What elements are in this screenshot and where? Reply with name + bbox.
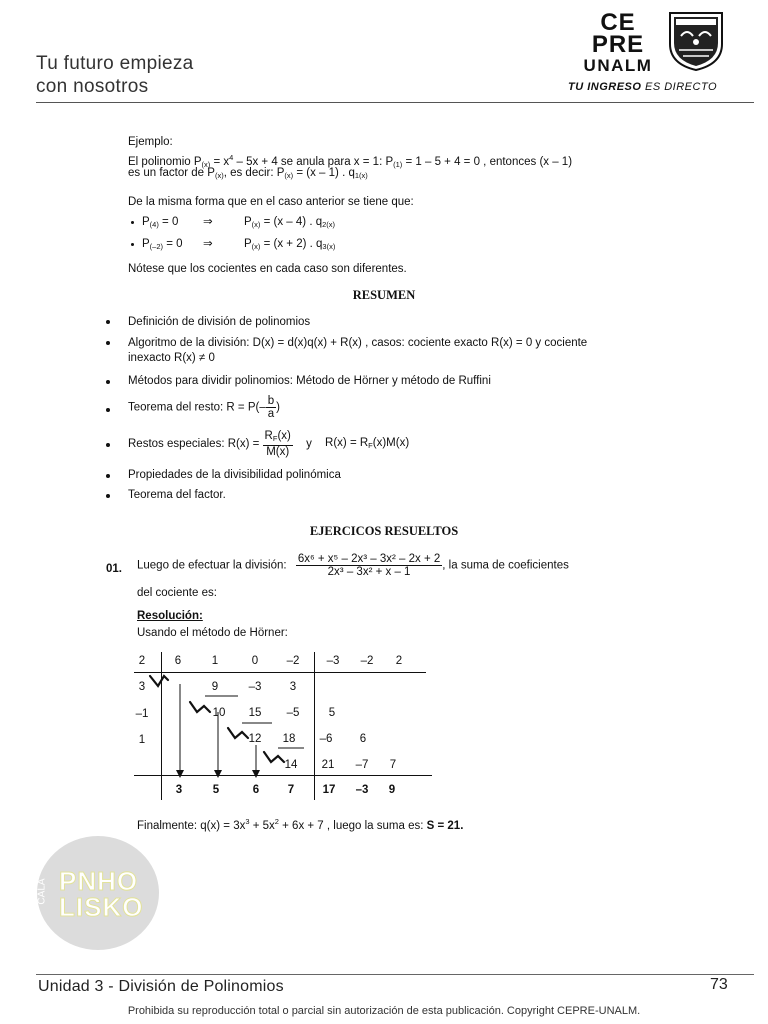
horner-cell: 1 [138, 734, 146, 746]
case-2-right: $P_{(x)} = (x + 2)$ . $q_{3(x)}$ [244, 238, 336, 251]
slogan-rest: ES DIRECTO [641, 81, 718, 93]
horner-cell: 1 [211, 655, 219, 667]
brand-line-2: PRE [591, 31, 645, 58]
case-1-left: $P_{(4)} = 0$ [142, 216, 179, 229]
horner-cell: –5 [286, 707, 300, 719]
horner-cell: 2 [395, 655, 403, 667]
horner-result-cell: –3 [355, 784, 369, 796]
horner-result-cell: 9 [388, 784, 396, 796]
watermark-line-2: LISKO [59, 892, 144, 922]
horner-cell: 6 [359, 733, 367, 745]
exercise-statement-cont: del cociente es: [137, 587, 217, 599]
example-heading: Ejemplo: [128, 136, 173, 148]
unit-title: Unidad 3 - División de Polinomios [38, 978, 284, 995]
horner-cell: –2 [360, 655, 374, 667]
horner-result-cell: 3 [175, 784, 183, 796]
watermark-line-1: PNHO [59, 866, 139, 896]
horner-result-cell: 7 [287, 784, 295, 796]
example-line-3: De la misma forma que en el caso anterior se tiene que: [128, 196, 414, 208]
horner-cell: 14 [284, 759, 298, 771]
page-number: 73 [710, 976, 728, 993]
horner-cell: 6 [174, 655, 182, 667]
resumen-item-1: Definición de división de polinomios [128, 316, 311, 328]
resumen-item-2b: inexacto R(x) ≠ 0 [128, 352, 215, 364]
horner-result-cell: 6 [252, 784, 260, 796]
horner-cell: 0 [251, 655, 259, 667]
resumen-item-7: Teorema del factor. [128, 489, 226, 501]
case-2-arrow: ⇒ [203, 238, 213, 250]
horner-cell: 9 [211, 681, 219, 693]
case-1-arrow: ⇒ [203, 216, 213, 228]
horner-cell: –3 [248, 681, 262, 693]
horner-result-cell: 17 [322, 784, 336, 796]
horner-cell: 7 [389, 759, 397, 771]
horner-cell: 21 [321, 759, 335, 771]
resumen-item-5: Restos especiales: R(x) = $\frac{R_F(x)}{M(x)}$ y $R(x) = R_F(x)M(x)$ [128, 430, 410, 458]
horner-cell: 2 [138, 655, 146, 667]
horner-cell: 12 [248, 733, 262, 745]
footer-divider [36, 974, 754, 975]
horner-cell: –2 [286, 655, 300, 667]
watermark-side: CALA [36, 878, 48, 905]
horner-cell: –6 [319, 733, 333, 745]
horner-cell: 10 [212, 707, 226, 719]
resumen-item-3: Métodos para dividir polinomios: Método de Hörner y método de Ruffini [128, 375, 491, 387]
example-line-1: El polinomio $P_{(x)} = x^4 - 5x + 4$ se anula para x = 1: $P_{(1)} = 1 - 5 + 4 = 0$ , entonces (x – 1) [128, 153, 573, 169]
example-line-2: es un factor de $P_{(x)}$, es decir: $P_{(x)} = (x - 1)$ . $q_{1(x)}$ [128, 167, 368, 180]
copyright-notice: Prohibida su reproducción total o parcial sin autorización de esta publicación. Copyright CEPRE-UNALM. [127, 1005, 641, 1017]
example-note: Nótese que los cocientes en cada caso son diferentes. [128, 263, 407, 275]
horner-cell: –3 [326, 655, 340, 667]
brand-line-1: CE [600, 9, 636, 36]
resumen-title: RESUMEN [352, 288, 416, 302]
case-1-right: $P_{(x)} = (x - 4)$ . $q_{2(x)}$ [244, 216, 336, 229]
resolucion-label: Resolución: [137, 610, 203, 622]
horner-cell: 18 [282, 733, 296, 745]
tagline-line-1: Tu futuro empieza [36, 53, 194, 74]
case-2-left: $P_{(-2)} = 0$ [142, 238, 183, 251]
horner-cell: 3 [289, 681, 297, 693]
final-result: Finalmente: $q(x) = 3x^3 + 5x^2 + 6x + 7$ , luego la suma es: S = 21. [137, 817, 464, 832]
watermark-stamp [37, 836, 159, 950]
ejercicios-title: EJERCICOS RESUELTOS [309, 524, 459, 538]
horner-cell: 15 [248, 707, 262, 719]
resumen-item-6: Propiedades de la divisibilidad polinómica [128, 469, 341, 481]
resumen-item-4: Teorema del resto: R = P(– $\frac{b}{a}$ ) [128, 395, 280, 420]
horner-cell: –7 [355, 759, 369, 771]
resumen-item-2a: Algoritmo de la división: D(x) = d(x)q(x) + R(x) , casos: cociente exacto R(x) = 0 y cociente [128, 337, 588, 349]
horner-cell: –1 [135, 708, 149, 720]
brand-line-3: UNALM [583, 56, 653, 75]
exercise-number: 01. [106, 563, 122, 575]
method-label: Usando el método de Hörner: [137, 627, 288, 639]
horner-cell: 3 [138, 681, 146, 693]
exercise-statement: Luego de efectuar la división: $\frac{\text{6x⁶ + x⁵ – 2x³ – 3x² – 2x + 2}}{\text{2x³ – 3x² + x – 1}}$ , la suma de coeficientes [137, 553, 569, 578]
tagline-line-2: con nosotros [36, 76, 149, 97]
horner-cell: 5 [328, 707, 336, 719]
horner-result-cell: 5 [212, 784, 220, 796]
slogan-bold: TU INGRESO [568, 81, 642, 93]
